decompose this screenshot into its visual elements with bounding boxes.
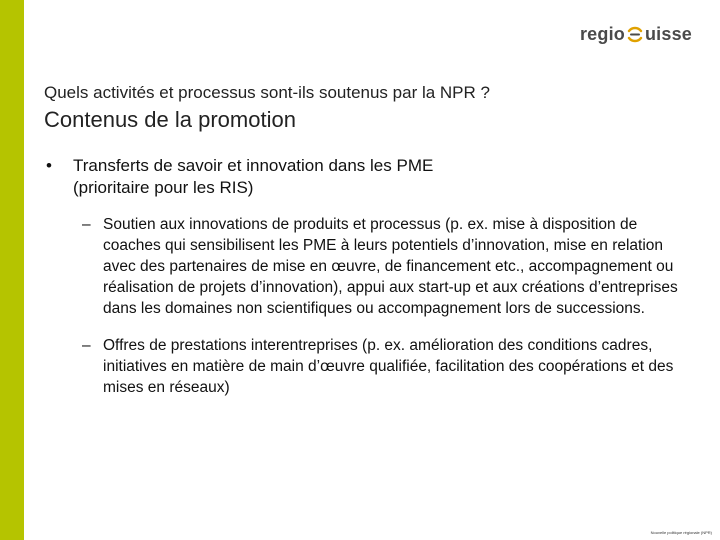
dash-marker: – bbox=[82, 216, 91, 233]
bullet-marker: • bbox=[46, 156, 52, 175]
logo-text-left: regio bbox=[579, 24, 625, 44]
main-bullet-line-2: (prioritaire pour les RIS) bbox=[73, 178, 254, 197]
main-bullet-line-1: Transferts de savoir et innovation dans les PME bbox=[73, 156, 434, 175]
sub-bullet-list bbox=[82, 214, 692, 398]
sub-bullet-text: Offres de prestations interentreprises (p. ex. amélioration des conditions cadres, initiatives en matière de main d’œuvre qualifiée, facilitation des coopérations et des mises en réseaux) bbox=[103, 337, 674, 396]
sub-bullet-item bbox=[82, 214, 692, 319]
accent-side-bar bbox=[0, 0, 24, 540]
sub-bullet-text: Soutien aux innovations de produits et processus (p. ex. mise à disposition de coaches qui sensibilisent les PME à leurs potentiels d’innovation, mise en relation avec des partenaires de mise en œuvre, de financement etc., accompagnement ou réalisation de projets d’innovation), appui aux start-up et aux créations d’entreprises dans les domaines non scientifiques ou accompagnement lors de successions. bbox=[103, 216, 678, 317]
logo-text-right: uisse bbox=[644, 24, 692, 44]
logo-mark-icon bbox=[626, 26, 644, 44]
slide-subtitle: Quels activités et processus sont-ils soutenus par la NPR ? bbox=[44, 83, 490, 102]
main-bullet bbox=[46, 155, 666, 199]
footer-caption: Nouvelle politique régionale (NPR) bbox=[650, 530, 712, 535]
regiosuisse-logo bbox=[580, 24, 692, 45]
main-bullet-text bbox=[73, 155, 666, 199]
slide-title: Contenus de la promotion bbox=[44, 107, 296, 132]
dash-marker: – bbox=[82, 337, 91, 354]
sub-bullet-item bbox=[82, 335, 692, 398]
